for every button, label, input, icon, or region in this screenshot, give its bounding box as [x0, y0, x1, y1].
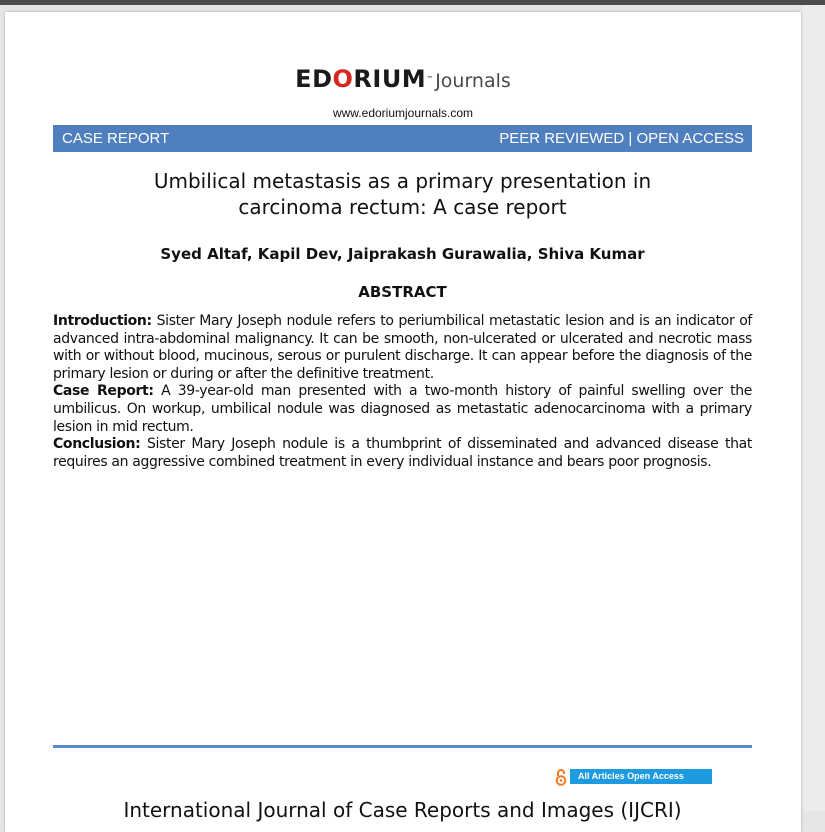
journal-name: International Journal of Case Reports and Images (IJCRI)	[123, 798, 682, 822]
section-label: Introduction:	[53, 313, 152, 329]
title-line-2: carcinoma rectum: A case report	[238, 195, 567, 219]
section-text: Sister Mary Joseph nodule is a thumbprint of disseminated and advanced disease that requires an aggressive combined treatment in every individual instance and bears poor prognosis.	[53, 436, 752, 470]
section-text: A 39-year-old man presented with a two-month history of painful swelling over the umbilicus. On workup, umbilical nodule was diagnosed as metastatic adenocarcinoma with a primary lesion in mid rectum.	[53, 383, 752, 435]
section-text: Sister Mary Joseph nodule refers to periumbilical metastatic lesion and is an indicator of advanced intra-abdominal malignancy. It can be smooth, non-ulcerated or ulcerated and necrotic mass with or without blood, mucinous, serous or purulent discharge. It can appear before the diagnosis of the primary lesion or during or after the definitive treatment.	[53, 313, 752, 382]
author-list: Syed Altaf, Kapil Dev, Jaiprakash Gurawalia, Shiva Kumar	[160, 245, 645, 263]
open-access-badge-label: All Articles Open Access	[570, 769, 712, 784]
title-line-1: Umbilical metastasis as a primary presentation in	[153, 169, 652, 193]
section-label: Case Report:	[53, 383, 154, 400]
abstract-body	[53, 313, 752, 471]
section-label: Conclusion:	[53, 436, 141, 453]
article-title	[53, 168, 752, 220]
viewer-scroll-gutter[interactable]	[802, 5, 825, 811]
viewer-top-bar	[0, 0, 825, 5]
abstract-introduction	[53, 313, 752, 383]
edorium-logo	[5, 65, 801, 96]
logo-brand: EDORIUM	[295, 65, 427, 93]
open-access-lock-icon	[554, 768, 568, 786]
pdf-page	[5, 12, 801, 832]
article-type-label: CASE REPORT	[62, 130, 170, 147]
abstract-case-report	[53, 383, 752, 436]
abstract-conclusion	[53, 436, 752, 471]
abstract-heading: ABSTRACT	[358, 283, 447, 301]
article-type-band	[53, 125, 752, 152]
footer-divider	[53, 745, 752, 748]
logo-journals: Journals	[435, 70, 511, 92]
logo-trademark: ™	[426, 75, 434, 83]
site-url[interactable]: www.edoriumjournals.com	[332, 106, 474, 120]
access-label: PEER REVIEWED | OPEN ACCESS	[499, 130, 744, 147]
